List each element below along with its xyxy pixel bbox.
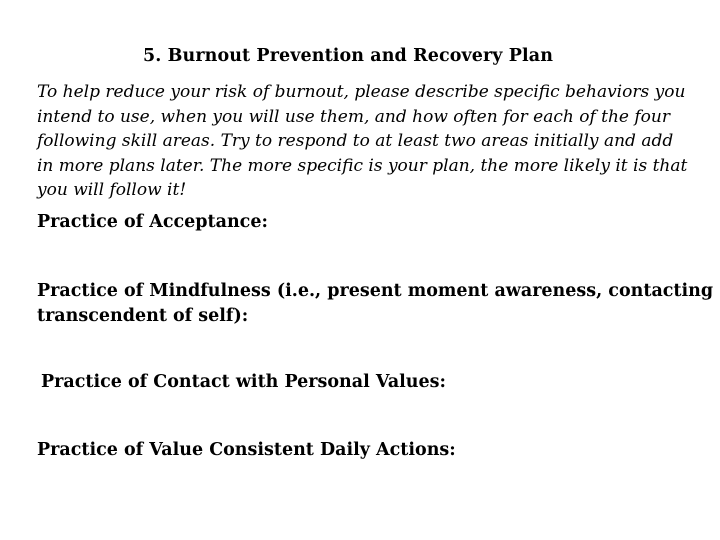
instructions-line: following skill areas. Try to respond to at least two areas initially and add <box>37 131 674 151</box>
section-heading: Practice of Mindfulness (i.e., present moment awareness, contacting <box>37 281 714 301</box>
instructions-line: intend to use, when you will use them, and how often for each of the four <box>37 106 670 127</box>
section-daily-actions <box>37 438 456 463</box>
section-heading-continued: transcendent of self): <box>37 305 249 326</box>
instructions-line: in more plans later. The more specific is your plan, the more likely it is that <box>37 155 688 176</box>
section-acceptance <box>37 210 268 235</box>
section-heading: Practice of Contact with Personal Values: <box>41 372 446 392</box>
instructions-paragraph <box>37 80 687 203</box>
section-mindfulness <box>37 279 713 328</box>
instructions-line: you will follow it! <box>37 180 187 200</box>
section-personal-values <box>41 370 446 395</box>
section-heading: Practice of Acceptance: <box>37 212 268 232</box>
instructions-line: To help reduce your risk of burnout, please describe specific behaviors you <box>37 82 686 102</box>
section-heading: Practice of Value Consistent Daily Actions: <box>37 440 456 460</box>
page-title: 5. Burnout Prevention and Recovery Plan <box>142 46 554 66</box>
